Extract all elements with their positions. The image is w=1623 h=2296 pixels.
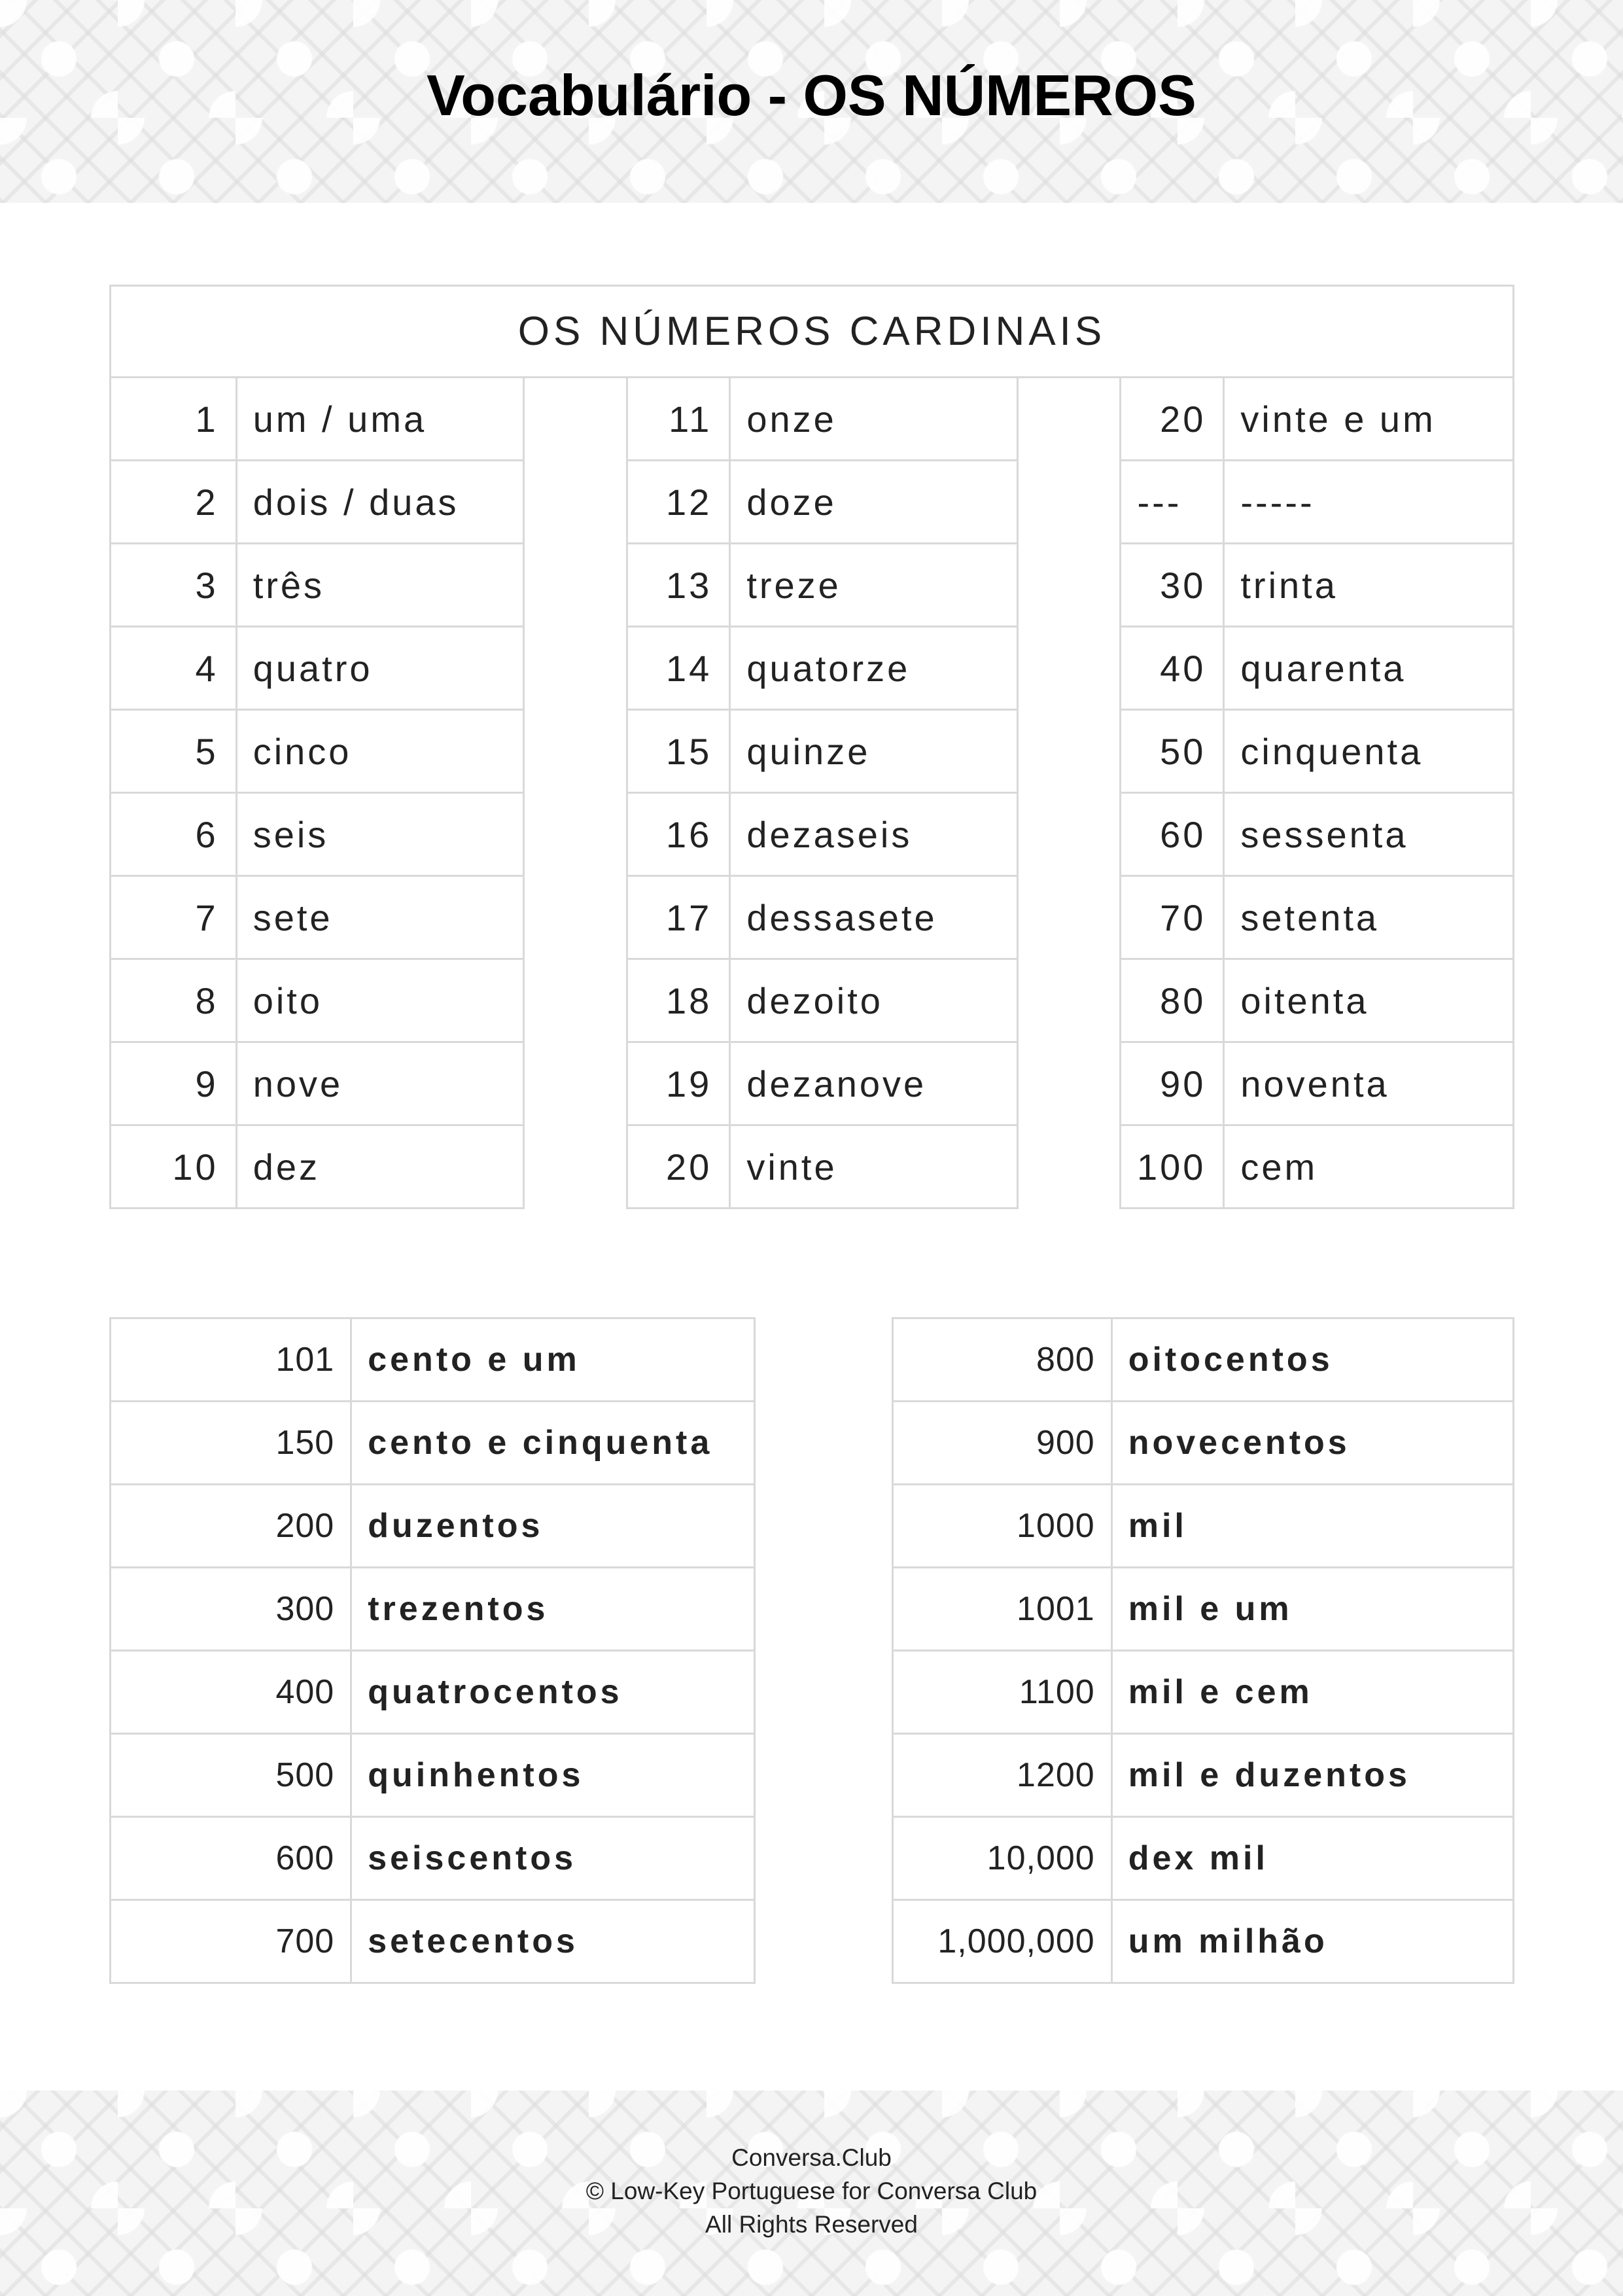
word-cell: treze xyxy=(730,544,1018,627)
number-cell: 70 xyxy=(1121,876,1224,959)
word-cell: sessenta xyxy=(1224,793,1514,876)
number-cell: 90 xyxy=(1121,1042,1224,1125)
footer-site: Conversa.Club xyxy=(731,2144,892,2171)
table-row xyxy=(111,959,1514,1042)
word-cell: quatro xyxy=(236,627,523,710)
word-cell: oitocentos xyxy=(1111,1318,1513,1402)
word-cell: trezentos xyxy=(351,1568,754,1651)
word-cell: quatrocentos xyxy=(351,1651,754,1734)
spacer-cell xyxy=(1017,378,1121,461)
word-cell: oito xyxy=(236,959,523,1042)
word-cell: cinco xyxy=(236,710,523,793)
word-cell: cento e um xyxy=(351,1318,754,1402)
number-cell: 7 xyxy=(111,876,237,959)
number-cell: 60 xyxy=(1121,793,1224,876)
word-cell: oitenta xyxy=(1224,959,1514,1042)
number-cell: 20 xyxy=(1121,378,1224,461)
spacer-cell xyxy=(1017,461,1121,544)
word-cell: mil xyxy=(1111,1485,1513,1568)
table-row xyxy=(111,1125,1514,1209)
table-row xyxy=(111,1485,1514,1568)
word-cell: seiscentos xyxy=(351,1817,754,1900)
word-cell: cinquenta xyxy=(1224,710,1514,793)
spacer-cell xyxy=(754,1402,892,1485)
word-cell: mil e duzentos xyxy=(1111,1734,1513,1817)
number-cell: 5 xyxy=(111,710,237,793)
number-cell: 100 xyxy=(1121,1125,1224,1209)
number-cell: 1000 xyxy=(892,1485,1111,1568)
word-cell: dezanove xyxy=(730,1042,1018,1125)
spacer-cell xyxy=(1017,876,1121,959)
word-cell: dez xyxy=(236,1125,523,1209)
table-row xyxy=(111,793,1514,876)
word-cell: sete xyxy=(236,876,523,959)
spacer-cell xyxy=(754,1817,892,1900)
table-row xyxy=(111,1568,1514,1651)
word-cell: quatorze xyxy=(730,627,1018,710)
word-cell: doze xyxy=(730,461,1018,544)
table-row xyxy=(111,1402,1514,1485)
table-row xyxy=(111,876,1514,959)
spacer-cell xyxy=(523,544,627,627)
spacer-cell xyxy=(754,1318,892,1402)
spacer-cell xyxy=(1017,1125,1121,1209)
spacer-cell xyxy=(1017,1042,1121,1125)
number-cell: 20 xyxy=(627,1125,730,1209)
number-cell: 11 xyxy=(627,378,730,461)
spacer-cell xyxy=(754,1568,892,1651)
number-cell: 900 xyxy=(892,1402,1111,1485)
spacer-cell xyxy=(523,793,627,876)
spacer-cell xyxy=(523,876,627,959)
table-row xyxy=(111,627,1514,710)
spacer-cell xyxy=(1017,627,1121,710)
number-cell: 3 xyxy=(111,544,237,627)
word-cell: duzentos xyxy=(351,1485,754,1568)
number-cell: 80 xyxy=(1121,959,1224,1042)
word-cell: dezoito xyxy=(730,959,1018,1042)
word-cell: um / uma xyxy=(236,378,523,461)
word-cell: vinte xyxy=(730,1125,1018,1209)
number-cell: 101 xyxy=(111,1318,351,1402)
number-cell: 9 xyxy=(111,1042,237,1125)
number-cell: 50 xyxy=(1121,710,1224,793)
word-cell: quarenta xyxy=(1224,627,1514,710)
spacer-cell xyxy=(754,1900,892,1983)
table-row xyxy=(111,1651,1514,1734)
number-cell: 16 xyxy=(627,793,730,876)
number-cell: 1 xyxy=(111,378,237,461)
number-cell: 150 xyxy=(111,1402,351,1485)
number-cell: 4 xyxy=(111,627,237,710)
number-cell: 10 xyxy=(111,1125,237,1209)
cardinal-numbers-table xyxy=(109,285,1514,1209)
word-cell: ----- xyxy=(1224,461,1514,544)
spacer-cell xyxy=(523,627,627,710)
spacer-cell xyxy=(754,1651,892,1734)
number-cell: 18 xyxy=(627,959,730,1042)
number-cell: 19 xyxy=(627,1042,730,1125)
word-cell: noventa xyxy=(1224,1042,1514,1125)
number-cell: 600 xyxy=(111,1817,351,1900)
word-cell: onze xyxy=(730,378,1018,461)
number-cell: 12 xyxy=(627,461,730,544)
number-cell: 13 xyxy=(627,544,730,627)
spacer-cell xyxy=(1017,793,1121,876)
table-row xyxy=(111,378,1514,461)
number-cell: 400 xyxy=(111,1651,351,1734)
word-cell: dessasete xyxy=(730,876,1018,959)
word-cell: nove xyxy=(236,1042,523,1125)
number-cell: 1001 xyxy=(892,1568,1111,1651)
word-cell: mil e um xyxy=(1111,1568,1513,1651)
word-cell: três xyxy=(236,544,523,627)
word-cell: trinta xyxy=(1224,544,1514,627)
page-title: Vocabulário - OS NÚMEROS xyxy=(427,63,1196,128)
spacer-cell xyxy=(523,1042,627,1125)
number-cell: 6 xyxy=(111,793,237,876)
table-row xyxy=(111,710,1514,793)
word-cell: quinze xyxy=(730,710,1018,793)
spacer-cell xyxy=(523,1125,627,1209)
spacer-cell xyxy=(523,378,627,461)
number-cell: 1200 xyxy=(892,1734,1111,1817)
number-cell: 700 xyxy=(111,1900,351,1983)
word-cell: cento e cinquenta xyxy=(351,1402,754,1485)
table-row xyxy=(111,1817,1514,1900)
word-cell: novecentos xyxy=(1111,1402,1513,1485)
word-cell: cem xyxy=(1224,1125,1514,1209)
spacer-cell xyxy=(1017,544,1121,627)
word-cell: um milhão xyxy=(1111,1900,1513,1983)
spacer-cell xyxy=(754,1485,892,1568)
footer-rights: All Rights Reserved xyxy=(705,2211,918,2238)
word-cell: seis xyxy=(236,793,523,876)
number-cell: 1100 xyxy=(892,1651,1111,1734)
word-cell: dois / duas xyxy=(236,461,523,544)
word-cell: vinte e um xyxy=(1224,378,1514,461)
spacer-cell xyxy=(523,710,627,793)
table-row xyxy=(111,1900,1514,1983)
number-cell: 2 xyxy=(111,461,237,544)
number-cell: 30 xyxy=(1121,544,1224,627)
spacer-cell xyxy=(1017,710,1121,793)
number-cell: 800 xyxy=(892,1318,1111,1402)
table-row xyxy=(111,544,1514,627)
large-numbers-table xyxy=(109,1317,1514,1984)
word-cell: quinhentos xyxy=(351,1734,754,1817)
number-cell: 200 xyxy=(111,1485,351,1568)
number-cell: 15 xyxy=(627,710,730,793)
spacer-cell xyxy=(523,959,627,1042)
footer-copyright: © Low-Key Portuguese for Conversa Club xyxy=(585,2178,1038,2204)
footer xyxy=(0,2141,1623,2241)
word-cell: dezaseis xyxy=(730,793,1018,876)
spacer-cell xyxy=(523,461,627,544)
table-heading: OS NÚMEROS CARDINAIS xyxy=(111,286,1514,378)
table-row xyxy=(111,461,1514,544)
number-cell: --- xyxy=(1121,461,1224,544)
word-cell: setenta xyxy=(1224,876,1514,959)
word-cell: setecentos xyxy=(351,1900,754,1983)
number-cell: 500 xyxy=(111,1734,351,1817)
word-cell: mil e cem xyxy=(1111,1651,1513,1734)
number-cell: 14 xyxy=(627,627,730,710)
spacer-cell xyxy=(754,1734,892,1817)
table-row xyxy=(111,1042,1514,1125)
number-cell: 10,000 xyxy=(892,1817,1111,1900)
number-cell: 40 xyxy=(1121,627,1224,710)
table-row xyxy=(111,1318,1514,1402)
word-cell: dex mil xyxy=(1111,1817,1513,1900)
number-cell: 17 xyxy=(627,876,730,959)
number-cell: 300 xyxy=(111,1568,351,1651)
number-cell: 1,000,000 xyxy=(892,1900,1111,1983)
table-row xyxy=(111,1734,1514,1817)
number-cell: 8 xyxy=(111,959,237,1042)
spacer-cell xyxy=(1017,959,1121,1042)
